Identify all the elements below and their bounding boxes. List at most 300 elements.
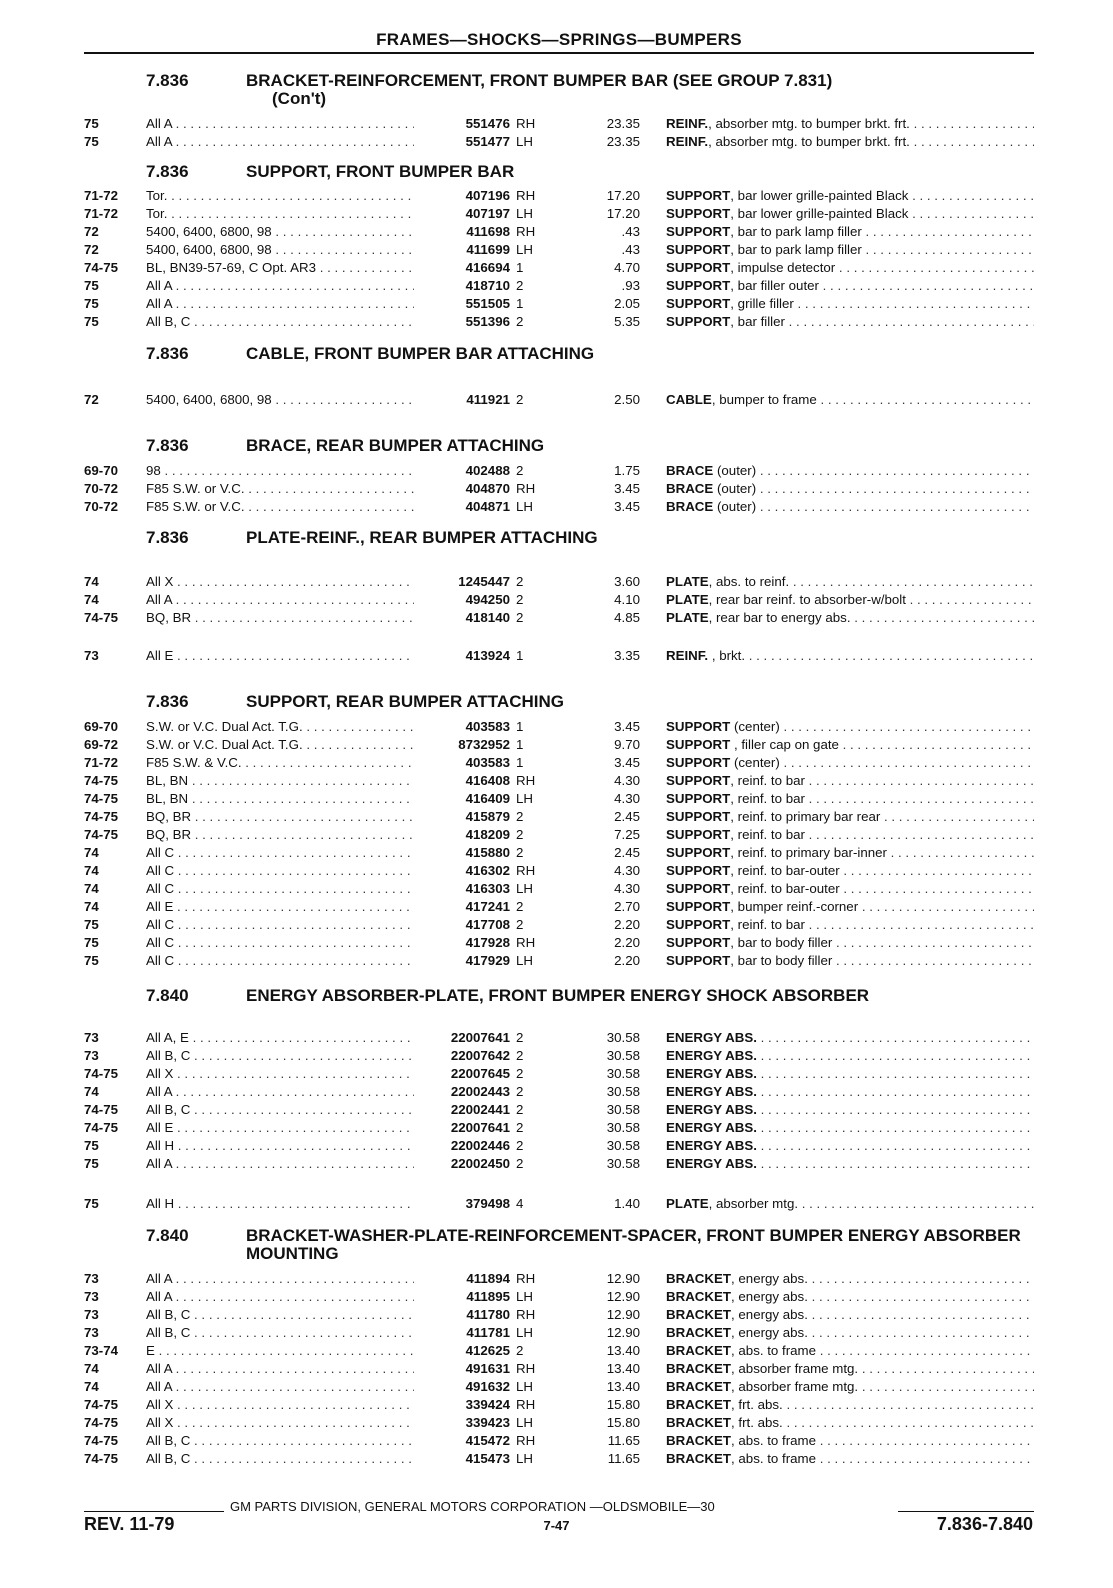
description-cell [666, 499, 1034, 514]
table-row [84, 863, 1034, 881]
model-cell [146, 260, 414, 275]
leader-dots [316, 260, 414, 275]
description-text: , bar to park lamp filler [730, 224, 862, 239]
price-cell: 3.45 [614, 719, 640, 734]
leader-dots [783, 1397, 1034, 1412]
quantity-cell: RH [516, 773, 536, 788]
description-cell [666, 592, 1034, 607]
quantity-cell: 2 [516, 1066, 524, 1081]
model-cell [146, 917, 414, 932]
price-cell: 30.58 [606, 1048, 640, 1063]
leader-dots [910, 134, 1034, 149]
description-title: ENERGY ABS. [666, 1084, 757, 1099]
description-title: PLATE [666, 574, 709, 589]
leader-dots [798, 1196, 1034, 1211]
description-title: BRACKET [666, 1451, 732, 1466]
leader-dots [173, 899, 414, 914]
price-cell: 30.58 [606, 1102, 640, 1117]
table-row [84, 1156, 1034, 1174]
leader-dots [190, 1325, 414, 1340]
table-row [84, 242, 1034, 260]
price-cell: 17.20 [606, 206, 640, 221]
description-cell [666, 1102, 1034, 1117]
year-cell: 71-72 [84, 755, 119, 770]
description-text: (center) [730, 755, 780, 770]
model-cell [146, 935, 414, 950]
year-cell: 74 [84, 845, 99, 860]
part-number-cell: 403583 [465, 755, 510, 770]
quantity-cell: LH [516, 1451, 533, 1466]
year-cell: 74-75 [84, 1415, 119, 1430]
description-title: SUPPORT [666, 935, 731, 950]
year-cell: 73 [84, 1289, 99, 1304]
description-cell [666, 1451, 1034, 1466]
model-cell [146, 1066, 414, 1081]
year-cell: 74-75 [84, 1066, 119, 1081]
description-title: PLATE [666, 592, 709, 607]
footer-division: GM PARTS DIVISION, GENERAL MOTORS CORPORATION —OLDSMOBILE—30 [230, 1499, 715, 1514]
leader-dots [172, 1271, 414, 1286]
model-cell [146, 278, 414, 293]
description-text: , bumper to frame [711, 392, 817, 407]
description-text: , energy abs. [731, 1289, 808, 1304]
part-number-cell: 416408 [465, 773, 510, 788]
description-cell [666, 314, 1034, 329]
model-cell [146, 827, 414, 842]
leader-dots [840, 863, 1034, 878]
part-number-cell: 494250 [465, 592, 510, 607]
model-cell [146, 392, 414, 407]
description-cell [666, 260, 1034, 275]
leader-dots [174, 1138, 414, 1153]
description-text: , reinf. to bar-outer [730, 863, 840, 878]
leader-dots [190, 1102, 414, 1117]
description-cell [666, 1066, 1034, 1081]
part-number-cell: 416409 [465, 791, 510, 806]
quantity-cell: 2 [516, 314, 524, 329]
leader-dots [805, 791, 1034, 806]
table-row [84, 773, 1034, 791]
quantity-cell: LH [516, 242, 533, 257]
model-text: All A [146, 1289, 172, 1304]
leader-dots [174, 863, 414, 878]
description-text: , abs. to frame [731, 1343, 817, 1358]
description-cell [666, 1196, 1034, 1211]
model-text: All X [146, 1397, 174, 1412]
price-cell: 30.58 [606, 1120, 640, 1135]
model-text: All B, C [146, 1325, 191, 1340]
year-cell: 74 [84, 1084, 99, 1099]
description-cell [666, 1325, 1034, 1340]
leader-dots [880, 809, 1034, 824]
model-cell [146, 499, 414, 514]
part-number-cell: 22002450 [450, 1156, 510, 1171]
model-text: All H [146, 1196, 175, 1211]
price-cell: 4.30 [614, 863, 640, 878]
revision-label: REV. 11-79 [84, 1514, 175, 1534]
leader-dots [757, 1066, 1034, 1081]
quantity-cell: 2 [516, 1156, 524, 1171]
price-cell: 2.20 [614, 953, 640, 968]
model-text: 5400, 6400, 6800, 98 [146, 392, 272, 407]
model-text: All C [146, 935, 175, 950]
leader-dots [190, 1451, 414, 1466]
leader-dots [757, 1120, 1034, 1135]
leader-dots [756, 499, 1034, 514]
price-cell: 12.90 [606, 1325, 640, 1340]
price-cell: 4.30 [614, 791, 640, 806]
leader-dots [167, 206, 414, 221]
description-title: SUPPORT [666, 296, 731, 311]
table-row [84, 116, 1034, 134]
leader-dots [188, 773, 414, 788]
leader-dots [808, 1271, 1034, 1286]
leader-dots [174, 881, 414, 896]
leader-dots [172, 296, 414, 311]
page-header: FRAMES—SHOCKS—SPRINGS—BUMPERS [376, 30, 742, 49]
year-cell: 75 [84, 1138, 99, 1153]
leader-dots [173, 574, 414, 589]
leader-dots [242, 755, 414, 770]
part-number-cell: 416694 [465, 260, 510, 275]
table-row [84, 881, 1034, 899]
quantity-cell: 1 [516, 719, 524, 734]
description-title: REINF. [666, 134, 709, 149]
model-text: All E [146, 1120, 174, 1135]
year-cell: 72 [84, 392, 99, 407]
leader-dots [172, 1361, 414, 1376]
description-text: , bar lower grille-painted Black [730, 206, 909, 221]
group-range: 7.836-7.840 [936, 1514, 1033, 1534]
model-text: All A, E [146, 1030, 189, 1045]
table-row [84, 592, 1034, 610]
model-text: E [146, 1343, 155, 1358]
part-number-cell: 415879 [465, 809, 510, 824]
description-title: BRACE [666, 463, 714, 478]
part-number-cell: 491631 [465, 1361, 510, 1376]
model-text: BL, BN [146, 791, 189, 806]
quantity-cell: LH [516, 1325, 533, 1340]
model-text: 5400, 6400, 6800, 98 [146, 242, 272, 257]
leader-dots [173, 1066, 414, 1081]
quantity-cell: 1 [516, 755, 524, 770]
part-number-cell: 339423 [465, 1415, 510, 1430]
leader-dots [906, 592, 1034, 607]
leader-dots [272, 392, 414, 407]
quantity-cell: 2 [516, 1120, 524, 1135]
quantity-cell: 2 [516, 1084, 524, 1099]
description-text: , bar filler outer [730, 278, 819, 293]
description-title: SUPPORT [666, 260, 731, 275]
leader-dots [245, 481, 414, 496]
table-row [84, 1289, 1034, 1307]
description-text: , bar to park lamp filler [730, 242, 862, 257]
part-number-cell: 22007642 [450, 1048, 510, 1063]
model-cell [146, 1451, 414, 1466]
description-cell [666, 481, 1034, 496]
leader-dots [167, 188, 414, 203]
table-row [84, 1397, 1034, 1415]
quantity-cell: RH [516, 1433, 536, 1448]
table-row [84, 791, 1034, 809]
description-cell [666, 116, 1034, 131]
section-code: 7.836 [146, 162, 189, 181]
section-code: 7.836 [146, 344, 189, 363]
part-number-cell: 411780 [466, 1307, 510, 1322]
description-title: SUPPORT [666, 899, 731, 914]
price-cell: 9.70 [614, 737, 640, 752]
model-text: BQ, BR [146, 610, 192, 625]
description-text: , reinf. to primary bar rear [730, 809, 881, 824]
model-text: BQ, BR [146, 827, 192, 842]
year-cell: 70-72 [84, 499, 119, 514]
description-title: SUPPORT [666, 953, 731, 968]
leader-dots [757, 1156, 1034, 1171]
model-text: S.W. or V.C. Dual Act. T.G. [146, 719, 303, 734]
part-number-cell: 22002446 [450, 1138, 510, 1153]
description-title: ENERGY ABS. [666, 1120, 757, 1135]
price-cell: 2.70 [614, 899, 640, 914]
model-cell [146, 648, 414, 663]
leader-dots [172, 134, 414, 149]
description-title: ENERGY ABS. [666, 1030, 757, 1045]
quantity-cell: RH [516, 1307, 536, 1322]
leader-dots [840, 881, 1034, 896]
price-cell: 4.30 [614, 881, 640, 896]
leader-dots [173, 1120, 414, 1135]
model-text: All A [146, 116, 172, 131]
year-cell: 69-70 [84, 463, 119, 478]
year-cell: 69-70 [84, 719, 119, 734]
part-number-cell: 413924 [465, 648, 510, 663]
table-row [84, 1084, 1034, 1102]
description-title: SUPPORT [666, 755, 731, 770]
year-cell: 75 [84, 314, 99, 329]
description-cell [666, 224, 1034, 239]
price-cell: 2.45 [614, 845, 640, 860]
description-cell [666, 881, 1034, 896]
leader-dots [794, 296, 1034, 311]
leader-dots [910, 116, 1034, 131]
year-cell: 73 [84, 1307, 99, 1322]
model-cell [146, 953, 414, 968]
table-row [84, 1433, 1034, 1451]
quantity-cell: 1 [516, 648, 524, 663]
price-cell: 2.50 [614, 392, 640, 407]
table-row [84, 899, 1034, 917]
part-number-cell: 407196 [465, 188, 510, 203]
description-cell [666, 1397, 1034, 1412]
quantity-cell: 1 [516, 296, 524, 311]
part-number-cell: 491632 [465, 1379, 510, 1394]
section-title: ENERGY ABSORBER-PLATE, FRONT BUMPER ENERGY SHOCK ABSORBER [246, 986, 870, 1005]
model-cell [146, 1196, 414, 1211]
description-title: SUPPORT [666, 224, 731, 239]
price-cell: 2.45 [614, 809, 640, 824]
table-row [84, 1030, 1034, 1048]
description-cell [666, 1030, 1034, 1045]
year-cell: 71-72 [84, 188, 119, 203]
table-row [84, 296, 1034, 314]
description-text: , impulse detector [730, 260, 836, 275]
description-title: BRACE [666, 481, 714, 496]
model-text: All H [146, 1138, 175, 1153]
part-number-cell: 416302 [465, 863, 510, 878]
model-text: BL, BN39-57-69, C Opt. AR3 [146, 260, 316, 275]
table-row [84, 917, 1034, 935]
section-title: BRACKET-WASHER-PLATE-REINFORCEMENT-SPACER, FRONT BUMPER ENERGY ABSORBER MOUNTING [246, 1226, 1021, 1263]
price-cell: .43 [621, 242, 640, 257]
year-cell: 75 [84, 1156, 99, 1171]
year-cell: 74-75 [84, 1397, 119, 1412]
leader-dots [858, 1379, 1034, 1394]
price-cell: 3.60 [614, 574, 640, 589]
price-cell: .43 [621, 224, 640, 239]
description-title: BRACE [666, 499, 714, 514]
quantity-cell: 2 [516, 610, 524, 625]
model-text: All X [146, 1415, 174, 1430]
description-text: , frt. abs. [731, 1415, 783, 1430]
model-cell [146, 1120, 414, 1135]
year-cell: 70-72 [84, 481, 119, 496]
leader-dots [862, 242, 1034, 257]
year-cell: 74-75 [84, 827, 119, 842]
quantity-cell: 4 [516, 1196, 524, 1211]
table-row [84, 827, 1034, 845]
part-number-cell: 407197 [465, 206, 510, 221]
price-cell: 7.25 [614, 827, 640, 842]
description-cell [666, 845, 1034, 860]
page-number: 7-47 [543, 1518, 570, 1533]
quantity-cell: LH [516, 206, 533, 221]
leader-dots [303, 719, 414, 734]
quantity-cell: 2 [516, 1048, 524, 1063]
leader-dots [785, 314, 1034, 329]
section-code: 7.836 [146, 528, 189, 547]
table-row [84, 1120, 1034, 1138]
table-row [84, 1325, 1034, 1343]
table-row [84, 206, 1034, 224]
part-number-cell: 411921 [466, 392, 510, 407]
quantity-cell: RH [516, 188, 536, 203]
year-cell: 74-75 [84, 809, 119, 824]
model-cell [146, 188, 414, 203]
quantity-cell: 2 [516, 845, 524, 860]
model-cell [146, 116, 414, 131]
section-title: CABLE, FRONT BUMPER BAR ATTACHING [246, 344, 595, 363]
description-cell [666, 755, 1034, 770]
leader-dots [757, 1102, 1034, 1117]
description-cell [666, 791, 1034, 806]
part-number-cell: 418140 [465, 610, 510, 625]
description-text: , absorber mtg. to bumper brkt. frt. [708, 134, 910, 149]
model-cell [146, 773, 414, 788]
table-row [84, 1066, 1034, 1084]
model-cell [146, 1102, 414, 1117]
description-cell [666, 935, 1034, 950]
quantity-cell: RH [516, 1397, 536, 1412]
leader-dots [174, 935, 414, 950]
price-cell: 15.80 [606, 1397, 640, 1412]
part-number-cell: 415880 [465, 845, 510, 860]
leader-dots [839, 737, 1034, 752]
quantity-cell: 2 [516, 1030, 524, 1045]
description-title: BRACKET [666, 1325, 732, 1340]
table-row [84, 648, 1034, 666]
year-cell: 73 [84, 1048, 99, 1063]
part-number-cell: 411699 [466, 242, 510, 257]
model-cell [146, 1030, 414, 1045]
description-text: (outer) [713, 463, 757, 478]
description-text: , frt. abs. [731, 1397, 783, 1412]
description-text: , absorber mtg. to bumper brkt. frt. [708, 116, 910, 131]
description-title: SUPPORT [666, 845, 731, 860]
description-cell [666, 574, 1034, 589]
leader-dots [908, 188, 1034, 203]
leader-dots [851, 610, 1034, 625]
quantity-cell: 2 [516, 1138, 524, 1153]
price-cell: 12.90 [606, 1271, 640, 1286]
description-title: SUPPORT [666, 809, 731, 824]
price-cell: 11.65 [607, 1451, 640, 1466]
year-cell: 74 [84, 1361, 99, 1376]
leader-dots [191, 610, 414, 625]
description-cell [666, 648, 1034, 663]
model-text: All E [146, 648, 174, 663]
description-text: , reinf. to bar-outer [730, 881, 840, 896]
model-text: BL, BN [146, 773, 189, 788]
price-cell: 15.80 [606, 1415, 640, 1430]
year-cell: 73 [84, 1325, 99, 1340]
description-title: REINF. [666, 116, 709, 131]
section-code: 7.840 [146, 1226, 189, 1245]
model-text: F85 S.W. & V.C. [146, 755, 242, 770]
leader-dots [808, 1325, 1034, 1340]
part-number-cell: 415473 [465, 1451, 510, 1466]
model-text: F85 S.W. or V.C. [146, 499, 245, 514]
description-title: BRACKET [666, 1361, 732, 1376]
description-cell [666, 953, 1034, 968]
model-text: All A [146, 134, 172, 149]
description-cell [666, 1048, 1034, 1063]
part-number-cell: 404871 [465, 499, 510, 514]
price-cell: 30.58 [606, 1066, 640, 1081]
part-number-cell: 22007641 [450, 1030, 510, 1045]
description-text: , energy abs. [731, 1325, 808, 1340]
model-cell [146, 314, 414, 329]
description-text: , bar lower grille-painted Black [730, 188, 909, 203]
section-title: PLATE-REINF., REAR BUMPER ATTACHING [246, 528, 598, 547]
model-text: All E [146, 899, 174, 914]
table-row [84, 134, 1034, 152]
description-cell [666, 1343, 1034, 1358]
year-cell: 75 [84, 278, 99, 293]
description-cell [666, 1138, 1034, 1153]
table-row [84, 845, 1034, 863]
leader-dots [789, 574, 1034, 589]
table-row [84, 392, 1034, 410]
description-text: , grille filler [730, 296, 794, 311]
description-cell [666, 1433, 1034, 1448]
leader-dots [862, 224, 1034, 239]
year-cell: 75 [84, 1196, 99, 1211]
description-text: , rear bar to energy abs. [708, 610, 851, 625]
description-title: PLATE [666, 1196, 709, 1211]
description-text: , reinf. to bar [730, 827, 805, 842]
description-cell [666, 1379, 1034, 1394]
model-cell [146, 881, 414, 896]
description-cell [666, 1307, 1034, 1322]
